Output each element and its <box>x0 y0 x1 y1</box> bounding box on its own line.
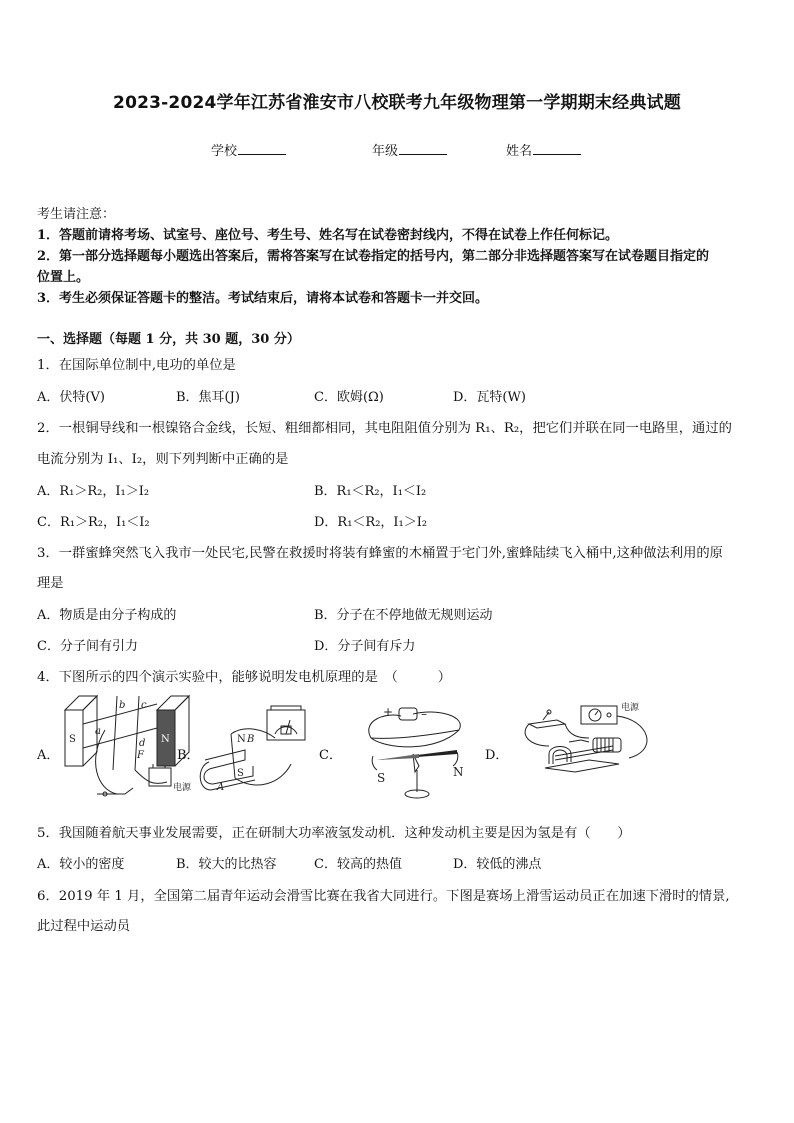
q5-stem: 5．我国随着航天事业发展需要，正在研制大功率液氢发动机．这种发动机主要是因为氢是有（ ） <box>37 826 631 841</box>
fig-b-s: S <box>237 768 244 779</box>
school-field[interactable] <box>211 140 286 159</box>
fig-a-s: S <box>69 734 76 745</box>
q3-option-b[interactable]: B．分子在不停地做无规则运动 <box>314 608 493 623</box>
fig-d-power: 电源 <box>621 703 640 713</box>
fig-b-n: N <box>237 734 246 745</box>
figure-b-horseshoe-galvanometer <box>195 704 320 800</box>
q4-label-b[interactable]: B． <box>177 748 200 763</box>
q2-option-a[interactable]: A．R₁＞R₂，I₁＞I₂ <box>37 484 150 499</box>
q5-option-a[interactable]: A．较小的密度 <box>37 857 125 872</box>
q1-option-d[interactable]: D．瓦特(W) <box>453 390 526 405</box>
q4-stem: 4．下图所示的四个演示实验中，能够说明发电机原理的是 （ ） <box>37 670 452 685</box>
q4-label-c[interactable]: C． <box>319 748 342 763</box>
fig-a-f: F <box>137 750 144 761</box>
fig-b-b: B <box>247 734 255 745</box>
q3-option-a[interactable]: A．物质是由分子构成的 <box>37 608 177 623</box>
q3-option-c[interactable]: C．分子间有引力 <box>37 639 138 654</box>
notice-item-3: 3．考生必须保证答题卡的整洁。考试结束后，请将本试卷和答题卡一并交回。 <box>37 291 489 306</box>
q2-option-c[interactable]: C．R₁＞R₂，I₁＜I₂ <box>37 515 150 530</box>
name-label: 姓名 <box>506 144 533 159</box>
notice-item-2: 2．第一部分选择题每小题选出答案后，需将答案写在试卷指定的括号内，第二部分非选择题答案写在试卷题目指定的 <box>37 249 710 264</box>
figure-c-oersted <box>357 690 487 806</box>
fig-a-d: d <box>139 738 146 749</box>
fig-c-minus: – <box>421 707 427 721</box>
fig-a-power: 电源 <box>173 783 192 793</box>
section-heading: 一、选择题（每题 1 分，共 30 题，30 分） <box>37 332 300 347</box>
q3-stem-line1: 3．一群蜜蜂突然飞入我市一处民宅,民警在救援时将装有蜂蜜的木桶置于宅门外,蜜蜂陆续飞入桶中,这种做法利用的原 <box>37 546 723 561</box>
figure-d-motor <box>509 690 659 806</box>
fig-a-a: a <box>95 726 101 737</box>
q6-stem-line2: 此过程中运动员 <box>37 919 131 934</box>
fig-a-c: c <box>141 700 147 711</box>
fig-c-s: S <box>377 771 386 785</box>
fig-a-b: b <box>119 700 126 711</box>
fig-c-plus: + <box>383 705 394 719</box>
q2-option-d[interactable]: D．R₁＜R₂，I₁＞I₂ <box>314 515 428 530</box>
grade-label: 年级 <box>372 144 399 159</box>
exam-title: 2023-2024学年江苏省淮安市八校联考九年级物理第一学期期末经典试题 <box>113 93 681 113</box>
school-blank[interactable] <box>238 142 286 155</box>
q2-stem-line1: 2．一根铜导线和一根镍铬合金线，长短、粗细都相同，其电阻阻值分别为 R₁、R₂，把它们并联在同一电路里，通过的 <box>37 421 732 436</box>
notice-item-2-cont: 位置上。 <box>37 270 90 285</box>
grade-blank[interactable] <box>399 142 447 155</box>
q4-label-a[interactable]: A． <box>37 748 60 763</box>
student-info-fields <box>0 140 794 160</box>
q5-option-b[interactable]: B．较大的比热容 <box>176 857 277 872</box>
q1-option-c[interactable]: C．欧姆(Ω) <box>314 390 384 405</box>
fig-a-n: N <box>161 734 170 745</box>
q1-option-b[interactable]: B．焦耳(J) <box>176 390 240 405</box>
q5-option-d[interactable]: D．较低的沸点 <box>453 857 542 872</box>
q5-option-c[interactable]: C．较高的热值 <box>314 857 402 872</box>
fig-b-a: A <box>217 782 225 793</box>
figure-a-generator-rails <box>57 690 202 808</box>
q6-stem-line1: 6．2019 年 1 月，全国第二届青年运动会滑雪比赛在我省大同进行。下图是赛场上滑雪运动员正在加速下滑时的情景, <box>37 889 730 904</box>
q3-stem-line2: 理是 <box>37 576 64 591</box>
school-label: 学校 <box>211 144 238 159</box>
q4-label-d[interactable]: D． <box>485 748 509 763</box>
name-field[interactable] <box>506 140 581 159</box>
q1-stem: 1．在国际单位制中,电功的单位是 <box>37 358 236 373</box>
grade-field[interactable] <box>372 140 447 159</box>
q2-option-b[interactable]: B．R₁＜R₂，I₁＜I₂ <box>314 484 427 499</box>
fig-c-n: N <box>453 765 464 779</box>
notice-heading: 考生请注意： <box>37 207 116 222</box>
name-blank[interactable] <box>533 142 581 155</box>
q1-option-a[interactable]: A．伏特(V) <box>37 390 105 405</box>
q4-figures <box>37 690 757 810</box>
q2-stem-line2: 电流分别为 I₁、I₂，则下列判断中正确的是 <box>37 452 289 467</box>
notice-item-1: 1．答题前请将考场、试室号、座位号、考生号、姓名写在试卷密封线内，不得在试卷上作任何标记。 <box>37 228 619 243</box>
q3-option-d[interactable]: D．分子间有斥力 <box>314 639 416 654</box>
